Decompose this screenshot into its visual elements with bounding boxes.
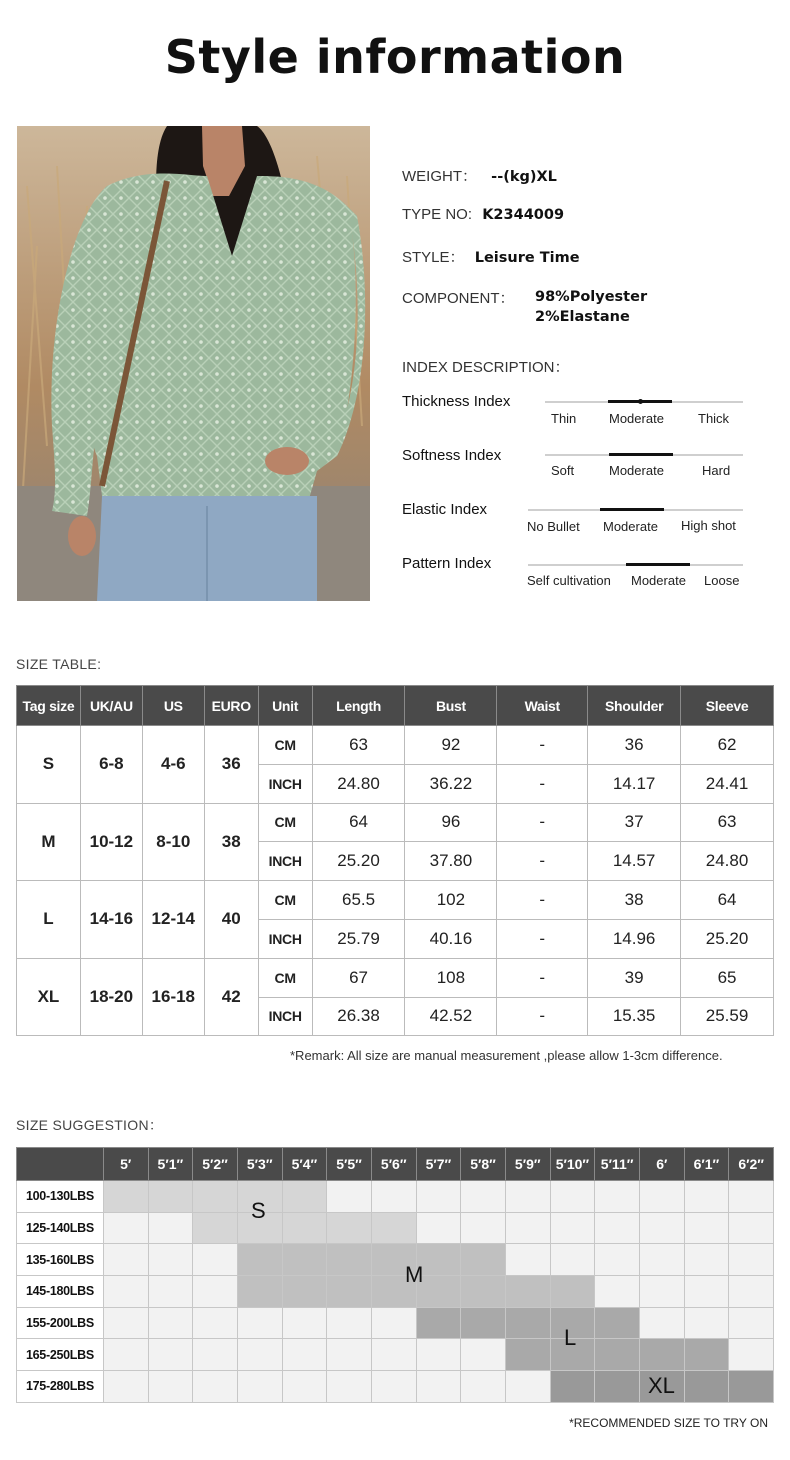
measure-cell: - — [497, 726, 588, 765]
suggestion-cell — [461, 1276, 506, 1308]
weight-row — [17, 1244, 774, 1276]
size-suggestion-table — [16, 1147, 774, 1403]
height-header-cell: 5′10″ — [550, 1148, 595, 1181]
size-header-cell: EURO — [204, 686, 258, 726]
suggestion-cell — [505, 1307, 550, 1339]
suggestion-cell — [595, 1339, 640, 1371]
suggestion-cell — [327, 1307, 372, 1339]
suggestion-cell — [684, 1181, 729, 1213]
weight-row — [17, 1307, 774, 1339]
measure-cell: 64 — [312, 803, 405, 842]
suggestion-cell — [595, 1181, 640, 1213]
suggestion-cell — [639, 1307, 684, 1339]
suggestion-cell — [595, 1307, 640, 1339]
measure-cell: - — [497, 997, 588, 1036]
zone-label-m: M — [405, 1262, 424, 1287]
suggestion-cell — [595, 1244, 640, 1276]
suggestion-cell — [371, 1307, 416, 1339]
ukau-cell: 6-8 — [80, 726, 142, 804]
softness-option-hard: Hard — [702, 463, 731, 478]
thickness-marker-dot — [638, 399, 643, 404]
suggestion-cell — [237, 1276, 282, 1308]
ukau-cell: 10-12 — [80, 803, 142, 881]
height-header-cell: 5′11″ — [595, 1148, 640, 1181]
weight-row — [17, 1339, 774, 1371]
suggestion-cell — [505, 1212, 550, 1244]
suggestion-cell — [193, 1371, 238, 1403]
size-suggestion-header — [17, 1148, 774, 1181]
suggestion-cell — [416, 1181, 461, 1213]
suggestion-cell — [416, 1212, 461, 1244]
unit-cell: INCH — [258, 997, 312, 1036]
zone-label-xl: XL — [648, 1373, 675, 1398]
unit-cell: INCH — [258, 842, 312, 881]
thickness-option-thin: Thin — [551, 411, 577, 426]
suggestion-cell — [639, 1276, 684, 1308]
measure-cell: - — [497, 803, 588, 842]
suggestion-cell — [550, 1371, 595, 1403]
suggestion-cell — [684, 1276, 729, 1308]
suggestion-cell — [729, 1276, 774, 1308]
measure-cell: 39 — [588, 958, 681, 997]
suggestion-cell — [371, 1181, 416, 1213]
style-row — [402, 246, 580, 267]
page-title: Style information — [164, 30, 626, 84]
us-cell: 4-6 — [142, 726, 204, 804]
suggestion-cell — [103, 1181, 148, 1213]
measure-cell: 14.17 — [588, 764, 681, 803]
suggestion-cell — [505, 1181, 550, 1213]
unit-cell: CM — [258, 881, 312, 920]
measure-cell: 15.35 — [588, 997, 681, 1036]
suggestion-cell — [595, 1371, 640, 1403]
unit-cell: CM — [258, 958, 312, 997]
measure-cell: 67 — [312, 958, 405, 997]
suggestion-cell — [193, 1339, 238, 1371]
component-value — [535, 287, 647, 327]
size-header-cell: Tag size — [17, 686, 81, 726]
suggestion-cell — [148, 1212, 193, 1244]
suggestion-cell — [461, 1307, 506, 1339]
weight-label-cell: 125-140LBS — [17, 1212, 104, 1244]
suggestion-cell — [237, 1307, 282, 1339]
suggestion-cell — [729, 1339, 774, 1371]
suggestion-cell — [684, 1212, 729, 1244]
measure-cell: - — [497, 919, 588, 958]
suggestion-cell — [103, 1307, 148, 1339]
suggestion-cell — [461, 1181, 506, 1213]
thickness-option-thick: Thick — [698, 411, 730, 426]
suggestion-cell — [461, 1212, 506, 1244]
suggestion-cell — [550, 1181, 595, 1213]
suggestion-cell — [148, 1276, 193, 1308]
suggestion-cell — [237, 1244, 282, 1276]
weight-label-cell: 155-200LBS — [17, 1307, 104, 1339]
suggestion-cell — [505, 1371, 550, 1403]
product-photo — [17, 126, 370, 601]
us-cell: 16-18 — [142, 958, 204, 1036]
measure-cell: 24.80 — [312, 764, 405, 803]
us-cell: 12-14 — [142, 881, 204, 959]
suggestion-cell — [729, 1307, 774, 1339]
suggestion-cell — [505, 1276, 550, 1308]
suggestion-cell — [550, 1212, 595, 1244]
measure-cell: 65.5 — [312, 881, 405, 920]
size-table-label: SIZE TABLE: — [16, 656, 102, 672]
suggestion-cell — [684, 1244, 729, 1276]
suggestion-cell — [639, 1212, 684, 1244]
height-header-cell: 5′4″ — [282, 1148, 327, 1181]
suggestion-cell — [282, 1276, 327, 1308]
us-cell: 8-10 — [142, 803, 204, 881]
elastic-index-label: Elastic Index — [402, 501, 488, 518]
measure-cell: 42.52 — [405, 997, 497, 1036]
suggestion-cell — [193, 1276, 238, 1308]
measure-cell: 108 — [405, 958, 497, 997]
zone-label-l: L — [564, 1325, 577, 1350]
euro-cell: 36 — [204, 726, 258, 804]
suggestion-cell — [237, 1371, 282, 1403]
size-header-cell: Unit — [258, 686, 312, 726]
suggestion-cell — [729, 1212, 774, 1244]
pattern-option-moderate: Moderate — [631, 573, 686, 588]
suggestion-cell — [550, 1276, 595, 1308]
ukau-cell: 14-16 — [80, 881, 142, 959]
suggestion-cell — [461, 1371, 506, 1403]
suggestion-cell — [282, 1307, 327, 1339]
type-value: K2344009 — [482, 207, 565, 223]
measure-cell: - — [497, 764, 588, 803]
suggestion-cell — [595, 1212, 640, 1244]
tag-size-cell: M — [17, 803, 81, 881]
elastic-marker — [600, 508, 664, 511]
suggestion-cell — [461, 1244, 506, 1276]
suggestion-cell — [639, 1339, 684, 1371]
suggestion-cell — [327, 1339, 372, 1371]
suggestion-cell — [103, 1371, 148, 1403]
weight-label-cell: 135-160LBS — [17, 1244, 104, 1276]
size-table — [16, 685, 774, 1036]
measure-cell: - — [497, 958, 588, 997]
suggestion-cell — [148, 1181, 193, 1213]
suggestion-cell — [148, 1307, 193, 1339]
suggestion-cell — [327, 1181, 372, 1213]
size-header-cell: Bust — [405, 686, 497, 726]
height-header-cell: 5′ — [103, 1148, 148, 1181]
measure-cell: 14.57 — [588, 842, 681, 881]
suggestion-cell — [148, 1339, 193, 1371]
weight-row — [17, 1212, 774, 1244]
unit-cell: INCH — [258, 919, 312, 958]
measure-cell: 64 — [681, 881, 774, 920]
height-header-cell: 5′5″ — [327, 1148, 372, 1181]
measure-cell: 40.16 — [405, 919, 497, 958]
thickness-option-moderate: Moderate — [609, 411, 664, 426]
weight-label-cell: 165-250LBS — [17, 1339, 104, 1371]
size-header-cell: US — [142, 686, 204, 726]
component-label: COMPONENT： — [402, 290, 515, 307]
suggestion-cell — [193, 1181, 238, 1213]
index-heading: INDEX DESCRIPTION： — [402, 359, 570, 376]
type-label: TYPE NO: — [402, 206, 473, 223]
suggestion-cell — [505, 1339, 550, 1371]
suggestion-cell — [416, 1371, 461, 1403]
size-header-cell: Shoulder — [588, 686, 681, 726]
measure-cell: - — [497, 881, 588, 920]
suggestion-cell — [103, 1212, 148, 1244]
suggestion-cell — [103, 1339, 148, 1371]
measure-cell: 63 — [312, 726, 405, 765]
suggestion-cell — [103, 1276, 148, 1308]
measure-cell: 25.20 — [681, 919, 774, 958]
weight-row — [17, 1276, 774, 1308]
suggestion-cell — [282, 1339, 327, 1371]
measure-cell: 102 — [405, 881, 497, 920]
height-header-cell: 5′7″ — [416, 1148, 461, 1181]
euro-cell: 38 — [204, 803, 258, 881]
size-header-cell: UK/AU — [80, 686, 142, 726]
ukau-cell: 18-20 — [80, 958, 142, 1036]
elastic-option-moderate: Moderate — [603, 519, 658, 534]
suggestion-cell — [684, 1339, 729, 1371]
height-header-cell: 5′8″ — [461, 1148, 506, 1181]
weight-row — [17, 1181, 774, 1213]
suggestion-cell — [595, 1276, 640, 1308]
measure-cell: 96 — [405, 803, 497, 842]
size-row-cm — [17, 958, 774, 997]
measure-cell: - — [497, 842, 588, 881]
suggestion-cell — [103, 1244, 148, 1276]
suggestion-cell — [282, 1244, 327, 1276]
tag-size-cell: S — [17, 726, 81, 804]
size-header-cell: Sleeve — [681, 686, 774, 726]
suggestion-cell — [282, 1212, 327, 1244]
style-label: STYLE： — [402, 249, 465, 266]
elastic-option-no-bullet: No Bullet — [527, 519, 580, 534]
style-value: Leisure Time — [474, 250, 580, 266]
suggestion-cell — [416, 1307, 461, 1339]
size-header-cell: Length — [312, 686, 405, 726]
softness-marker — [609, 453, 673, 456]
measure-cell: 38 — [588, 881, 681, 920]
suggestion-cell — [550, 1244, 595, 1276]
measure-cell: 62 — [681, 726, 774, 765]
suggestion-cell — [148, 1371, 193, 1403]
zone-label-s: S — [251, 1198, 266, 1223]
type-row — [402, 206, 564, 223]
measure-cell: 24.41 — [681, 764, 774, 803]
weight-label-cell: 100-130LBS — [17, 1181, 104, 1213]
suggestion-cell — [282, 1181, 327, 1213]
elastic-option-high-shot: High shot — [681, 518, 736, 533]
weight-label-cell: 175-280LBS — [17, 1371, 104, 1403]
suggestion-cell — [461, 1339, 506, 1371]
size-remark: *Remark: All size are manual measurement ,please allow 1-3cm difference. — [290, 1048, 723, 1063]
euro-cell: 42 — [204, 958, 258, 1036]
suggestion-cell — [505, 1244, 550, 1276]
size-row-cm — [17, 881, 774, 920]
suggestion-cell — [371, 1371, 416, 1403]
measure-cell: 37.80 — [405, 842, 497, 881]
measure-cell: 25.59 — [681, 997, 774, 1036]
suggestion-cell — [639, 1244, 684, 1276]
suggestion-cell — [416, 1339, 461, 1371]
suggestion-cell — [327, 1371, 372, 1403]
measure-cell: 25.79 — [312, 919, 405, 958]
height-header-cell: 5′3″ — [237, 1148, 282, 1181]
softness-index-label: Softness Index — [402, 447, 502, 464]
weight-value: --(kg)XL — [491, 169, 557, 185]
height-header-cell: 5′6″ — [371, 1148, 416, 1181]
tag-size-cell: XL — [17, 958, 81, 1036]
suggestion-cell — [639, 1181, 684, 1213]
suggestion-cell — [327, 1212, 372, 1244]
suggestion-cell — [371, 1212, 416, 1244]
pattern-option-self-cultivation: Self cultivation — [527, 573, 611, 588]
suggestion-cell — [193, 1212, 238, 1244]
component-line-2: 2%Elastane — [535, 309, 630, 325]
height-header-cell: 6′1″ — [684, 1148, 729, 1181]
softness-option-moderate: Moderate — [609, 463, 664, 478]
suggestion-cell — [193, 1244, 238, 1276]
suggestion-cell — [148, 1244, 193, 1276]
size-table-header — [17, 686, 774, 726]
model-photo-illustration — [17, 126, 370, 601]
height-header-cell: 6′2″ — [729, 1148, 774, 1181]
component-row — [402, 287, 772, 329]
tag-size-cell: L — [17, 881, 81, 959]
weight-label: WEIGHT： — [402, 168, 477, 185]
height-header-cell: 5′9″ — [505, 1148, 550, 1181]
size-header-cell: Waist — [497, 686, 588, 726]
measure-cell: 14.96 — [588, 919, 681, 958]
thickness-index-label: Thickness Index — [402, 393, 511, 410]
suggestion-cell — [282, 1371, 327, 1403]
measure-cell: 65 — [681, 958, 774, 997]
euro-cell: 40 — [204, 881, 258, 959]
suggestion-cell — [327, 1244, 372, 1276]
measure-cell: 63 — [681, 803, 774, 842]
weight-row — [402, 165, 557, 186]
height-header-cell: 5′1″ — [148, 1148, 193, 1181]
suggestion-cell — [684, 1307, 729, 1339]
measure-cell: 37 — [588, 803, 681, 842]
suggestion-cell — [729, 1371, 774, 1403]
softness-option-soft: Soft — [551, 463, 575, 478]
component-line-1: 98%Polyester — [535, 289, 648, 305]
size-suggestion-label: SIZE SUGGESTION： — [16, 1117, 164, 1133]
size-row-cm — [17, 803, 774, 842]
unit-cell: CM — [258, 726, 312, 765]
suggestion-cell — [684, 1371, 729, 1403]
measure-cell: 92 — [405, 726, 497, 765]
recommendation-note: *RECOMMENDED SIZE TO TRY ON — [569, 1416, 768, 1430]
height-header-cell: 5′2″ — [193, 1148, 238, 1181]
suggestion-cell — [729, 1181, 774, 1213]
suggestion-cell — [729, 1244, 774, 1276]
measure-cell: 36.22 — [405, 764, 497, 803]
height-header-cell: 6′ — [639, 1148, 684, 1181]
pattern-index-label: Pattern Index — [402, 555, 492, 572]
suggestion-cell — [193, 1307, 238, 1339]
unit-cell: INCH — [258, 764, 312, 803]
measure-cell: 26.38 — [312, 997, 405, 1036]
suggestion-corner-cell — [17, 1148, 104, 1181]
suggestion-cell — [371, 1339, 416, 1371]
unit-cell: CM — [258, 803, 312, 842]
weight-label-cell: 145-180LBS — [17, 1276, 104, 1308]
suggestion-cell — [327, 1276, 372, 1308]
pattern-option-loose: Loose — [704, 573, 740, 588]
measure-cell: 25.20 — [312, 842, 405, 881]
suggestion-cell — [237, 1339, 282, 1371]
measure-cell: 36 — [588, 726, 681, 765]
pattern-marker — [626, 563, 690, 566]
measure-cell: 24.80 — [681, 842, 774, 881]
size-row-cm — [17, 726, 774, 765]
